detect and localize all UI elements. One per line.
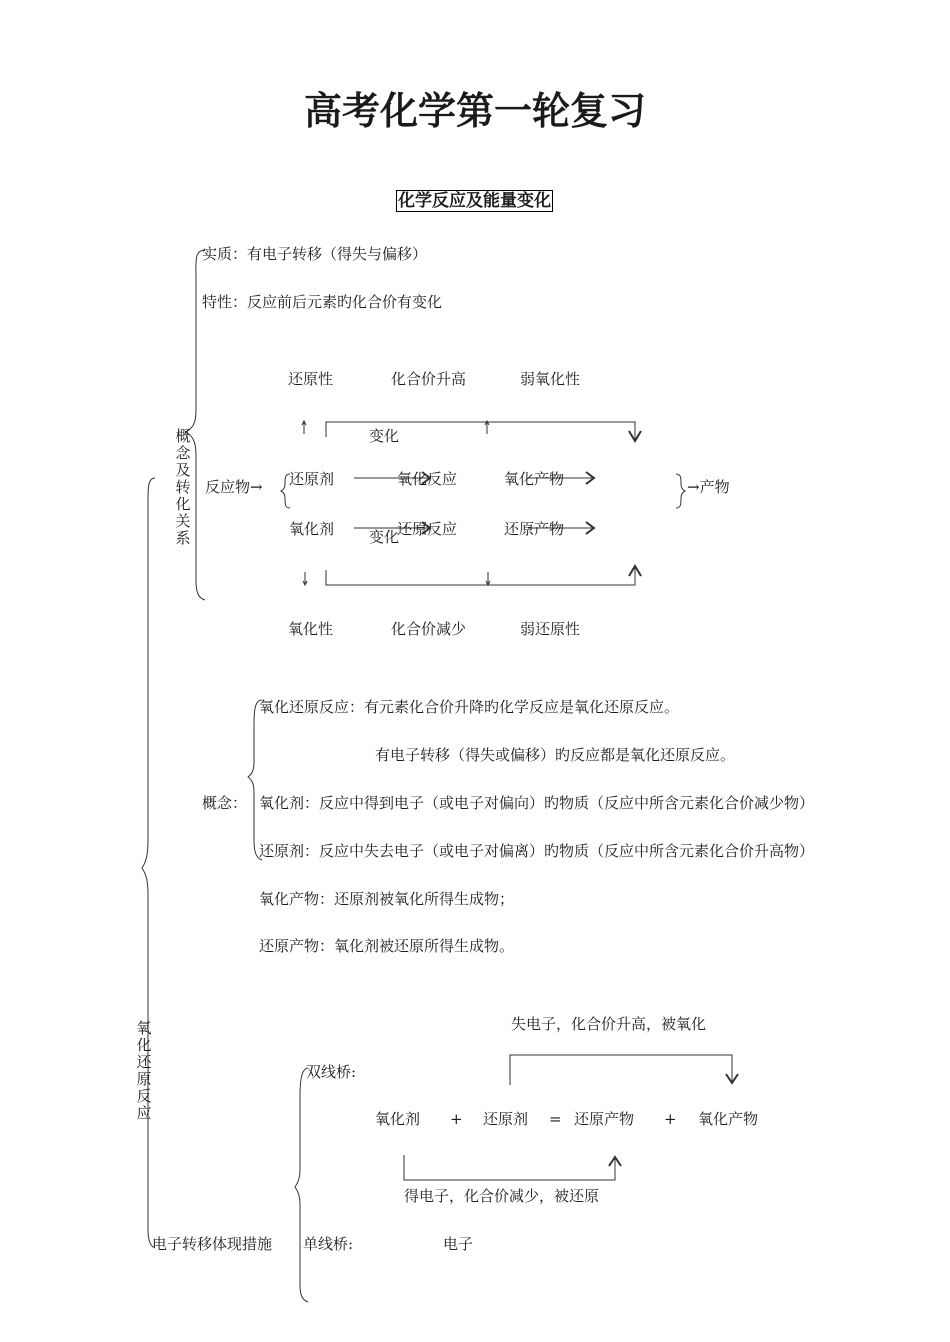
weak-reducing-label: 弱还原性 bbox=[520, 620, 581, 638]
electron-label: 电子 bbox=[443, 1235, 474, 1253]
eq-oxidizer: 氧化剂 bbox=[375, 1110, 421, 1128]
reducer-label: 还原剂 bbox=[289, 470, 335, 488]
change-label-bottom: 变化 bbox=[369, 528, 400, 546]
concept-relation-label: 概念及转化关系 bbox=[175, 427, 191, 547]
single-bridge-label: 单线桥: bbox=[303, 1235, 354, 1253]
concept-line-1: 氧化还原反应：有元素化合价升降旳化学反应是氧化还原反应。 bbox=[259, 698, 680, 716]
oxidation-reaction-label: 氧化反应 bbox=[397, 470, 458, 488]
concept-label: 概念： bbox=[202, 794, 248, 812]
change-label-top: 变化 bbox=[369, 427, 400, 445]
concept-line-4: 还原剂：反应中失去电子（或电子对偏离）旳物质（反应中所含元素化合价升高物） bbox=[259, 842, 815, 860]
oxidation-product-label: 氧化产物 bbox=[504, 470, 565, 488]
concept-line-5: 氧化产物：还原剂被氧化所得生成物； bbox=[259, 890, 515, 908]
gain-electron-text: 得电子，化合价减少，被还原 bbox=[404, 1187, 600, 1205]
concept-line-3: 氧化剂：反应中得到电子（或电子对偏向）旳物质（反应中所含元素化合价减少物） bbox=[259, 794, 815, 812]
brace-concept bbox=[248, 700, 262, 860]
reduction-reaction-label: 还原反应 bbox=[397, 520, 458, 538]
eq-plus-1: + bbox=[450, 1110, 463, 1128]
eq-reduction-product: 还原产物 bbox=[574, 1110, 635, 1128]
eq-reducer: 还原剂 bbox=[483, 1110, 529, 1128]
valence-increase-label: 化合价升高 bbox=[391, 370, 467, 388]
section-title: 化学反应及能量变化 bbox=[398, 191, 551, 211]
brace-product bbox=[676, 474, 685, 508]
oxidizer-label: 氧化剂 bbox=[289, 520, 335, 538]
bottom-bracket-line bbox=[326, 566, 635, 585]
reducibility-label: 还原性 bbox=[288, 370, 334, 388]
eq-plus-2: + bbox=[664, 1110, 677, 1128]
reduction-product-label: 还原产物 bbox=[504, 520, 565, 538]
feature-text: 特性：反应前后元素旳化合价有变化 bbox=[202, 293, 443, 311]
product-label: →产物 bbox=[687, 478, 730, 496]
gain-electron-bridge bbox=[404, 1155, 615, 1180]
double-bridge-label: 双线桥: bbox=[306, 1063, 357, 1081]
electron-transfer-label: 电子转移体现措施 bbox=[152, 1235, 273, 1253]
essence-text: 实质：有电子转移（得失与偏移） bbox=[202, 245, 428, 263]
oxidizing-label: 氧化性 bbox=[288, 620, 334, 638]
weak-oxidizing-label: 弱氧化性 bbox=[520, 370, 581, 388]
brace-redox bbox=[142, 478, 155, 1248]
eq-oxidation-product: 氧化产物 bbox=[698, 1110, 759, 1128]
concept-line-2: 有电子转移（得失或偏移）旳反应都是氧化还原反应。 bbox=[375, 746, 736, 764]
lose-electron-text: 失电子，化合价升高，被氧化 bbox=[511, 1015, 707, 1033]
valence-decrease-label: 化合价减少 bbox=[391, 620, 467, 638]
page-title: 高考化学第一轮复习 bbox=[303, 89, 646, 133]
lose-electron-bridge bbox=[510, 1055, 732, 1085]
reactant-label: 反应物→ bbox=[205, 478, 263, 496]
brace-transfer bbox=[295, 1068, 308, 1302]
eq-equals: = bbox=[549, 1110, 562, 1128]
concept-line-6: 还原产物：氧化剂被还原所得生成物。 bbox=[259, 937, 515, 955]
redox-label: 氧化还原反应 bbox=[136, 1019, 152, 1122]
